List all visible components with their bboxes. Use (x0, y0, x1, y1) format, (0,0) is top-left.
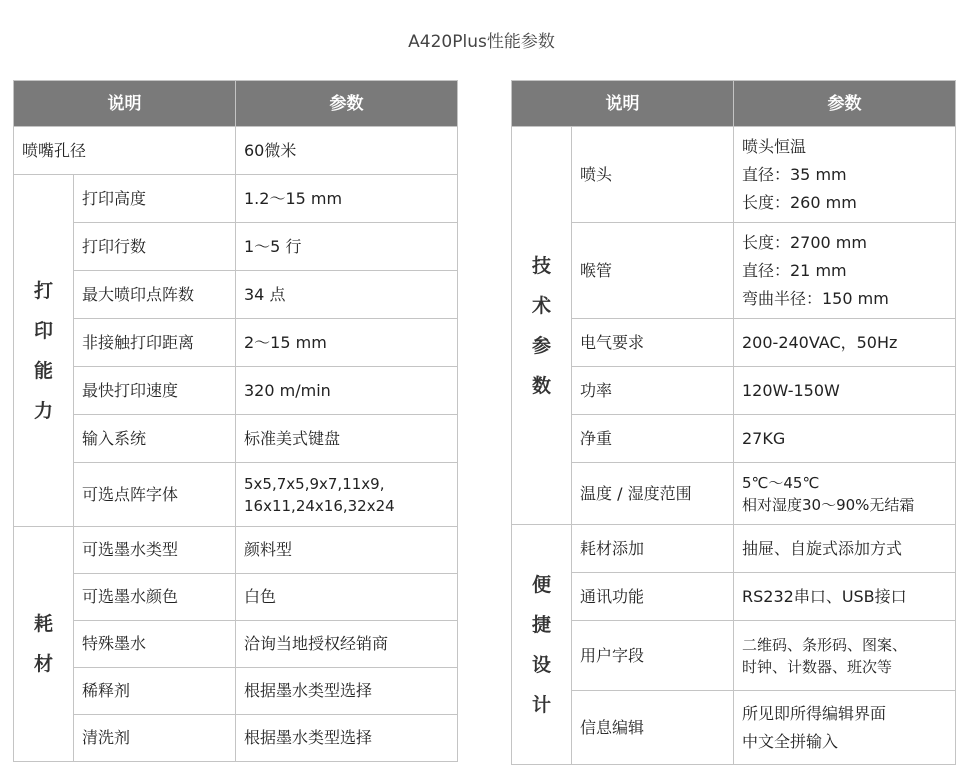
row-value (734, 621, 956, 691)
table-row (14, 319, 458, 367)
value-line: 相对湿度30～90%无结霜 (742, 495, 915, 514)
row-label: 耗材添加 (572, 525, 734, 573)
table-row (512, 127, 956, 223)
row-label: 通讯功能 (572, 573, 734, 621)
row-label: 信息编辑 (572, 691, 734, 765)
row-label: 净重 (572, 415, 734, 463)
category-label: 耗 材 (33, 613, 53, 675)
table-row (14, 574, 458, 621)
category-print-capability (14, 175, 74, 527)
table-row (14, 367, 458, 415)
row-value: 根据墨水类型选择 (236, 715, 458, 762)
header-param: 参数 (734, 81, 956, 127)
row-value (734, 463, 956, 525)
row-label: 清洗剂 (74, 715, 236, 762)
table-row (512, 621, 956, 691)
category-convenience-design (512, 525, 572, 765)
header-param: 参数 (236, 81, 458, 127)
row-value: 洽询当地授权经销商 (236, 621, 458, 668)
table-row (512, 367, 956, 415)
row-value (236, 463, 458, 527)
row-value: 1.2～15 mm (236, 175, 458, 223)
row-label: 可选墨水类型 (74, 527, 236, 574)
row-label: 最大喷印点阵数 (74, 271, 236, 319)
table-header (512, 81, 956, 127)
value-line: 5℃～45℃ (742, 473, 820, 492)
row-label: 喷头 (572, 127, 734, 223)
table-header (14, 81, 458, 127)
table-row (512, 463, 956, 525)
value-line: 16x11,24x16,32x24 (244, 496, 395, 515)
row-value: 颜料型 (236, 527, 458, 574)
row-label: 打印行数 (74, 223, 236, 271)
row-label: 输入系统 (74, 415, 236, 463)
left-spec-table (13, 80, 458, 762)
table-row (14, 175, 458, 223)
row-value (734, 223, 956, 319)
table-row (14, 715, 458, 762)
row-label: 喷嘴孔径 (14, 127, 236, 175)
row-label: 打印高度 (74, 175, 236, 223)
header-desc: 说明 (512, 81, 734, 127)
right-spec-table (511, 80, 956, 765)
value-line: 弯曲半径：150 mm (742, 288, 889, 308)
value-line: 长度：2700 mm (742, 232, 867, 252)
row-value: 320 m/min (236, 367, 458, 415)
row-value: 抽屉、自旋式添加方式 (734, 525, 956, 573)
row-value: 120W-150W (734, 367, 956, 415)
value-line: 时钟、计数器、班次等 (742, 657, 893, 676)
row-value: 标准美式键盘 (236, 415, 458, 463)
row-value: 200-240VAC，50Hz (734, 319, 956, 367)
category-tech-params (512, 127, 572, 525)
value-line: 二维码、条形码、图案、 (742, 635, 908, 654)
row-label: 非接触打印距离 (74, 319, 236, 367)
row-label: 可选墨水颜色 (74, 574, 236, 621)
row-value: 1～5 行 (236, 223, 458, 271)
row-label: 最快打印速度 (74, 367, 236, 415)
row-label: 温度 / 湿度范围 (572, 463, 734, 525)
page-title: A420Plus性能参数 (408, 32, 555, 52)
table-row (512, 573, 956, 621)
table-row (14, 415, 458, 463)
table-row (512, 319, 956, 367)
table-row (14, 621, 458, 668)
value-line: 所见即所得编辑界面 (742, 703, 887, 723)
table-row (14, 527, 458, 574)
row-value: 2～15 mm (236, 319, 458, 367)
table-row (14, 223, 458, 271)
category-label: 便 捷 设 计 (531, 573, 551, 716)
header-desc: 说明 (14, 81, 236, 127)
row-label: 用户字段 (572, 621, 734, 691)
category-consumables (14, 527, 74, 762)
table-row (512, 415, 956, 463)
value-line: 直径：35 mm (742, 164, 847, 184)
row-value: 27KG (734, 415, 956, 463)
row-label: 特殊墨水 (74, 621, 236, 668)
row-value: 60微米 (236, 127, 458, 175)
table-row (14, 127, 458, 175)
row-value: 34 点 (236, 271, 458, 319)
table-row (14, 463, 458, 527)
table-row (512, 691, 956, 765)
row-label: 功率 (572, 367, 734, 415)
value-line: 5x5,7x5,9x7,11x9, (244, 474, 385, 493)
row-value: RS232串口、USB接口 (734, 573, 956, 621)
row-label: 稀释剂 (74, 668, 236, 715)
row-label: 电气要求 (572, 319, 734, 367)
value-line: 喷头恒温 (742, 136, 807, 156)
value-line: 直径：21 mm (742, 260, 847, 280)
value-line: 中文全拼输入 (742, 731, 839, 751)
row-label: 可选点阵字体 (74, 463, 236, 527)
row-value: 白色 (236, 574, 458, 621)
table-row (14, 668, 458, 715)
row-label: 喉管 (572, 223, 734, 319)
row-value (734, 691, 956, 765)
table-row (512, 223, 956, 319)
table-row (14, 271, 458, 319)
row-value: 根据墨水类型选择 (236, 668, 458, 715)
row-value (734, 127, 956, 223)
value-line: 长度：260 mm (742, 192, 857, 212)
table-row (512, 525, 956, 573)
category-label: 技 术 参 数 (531, 254, 551, 397)
category-label: 打 印 能 力 (33, 279, 53, 422)
